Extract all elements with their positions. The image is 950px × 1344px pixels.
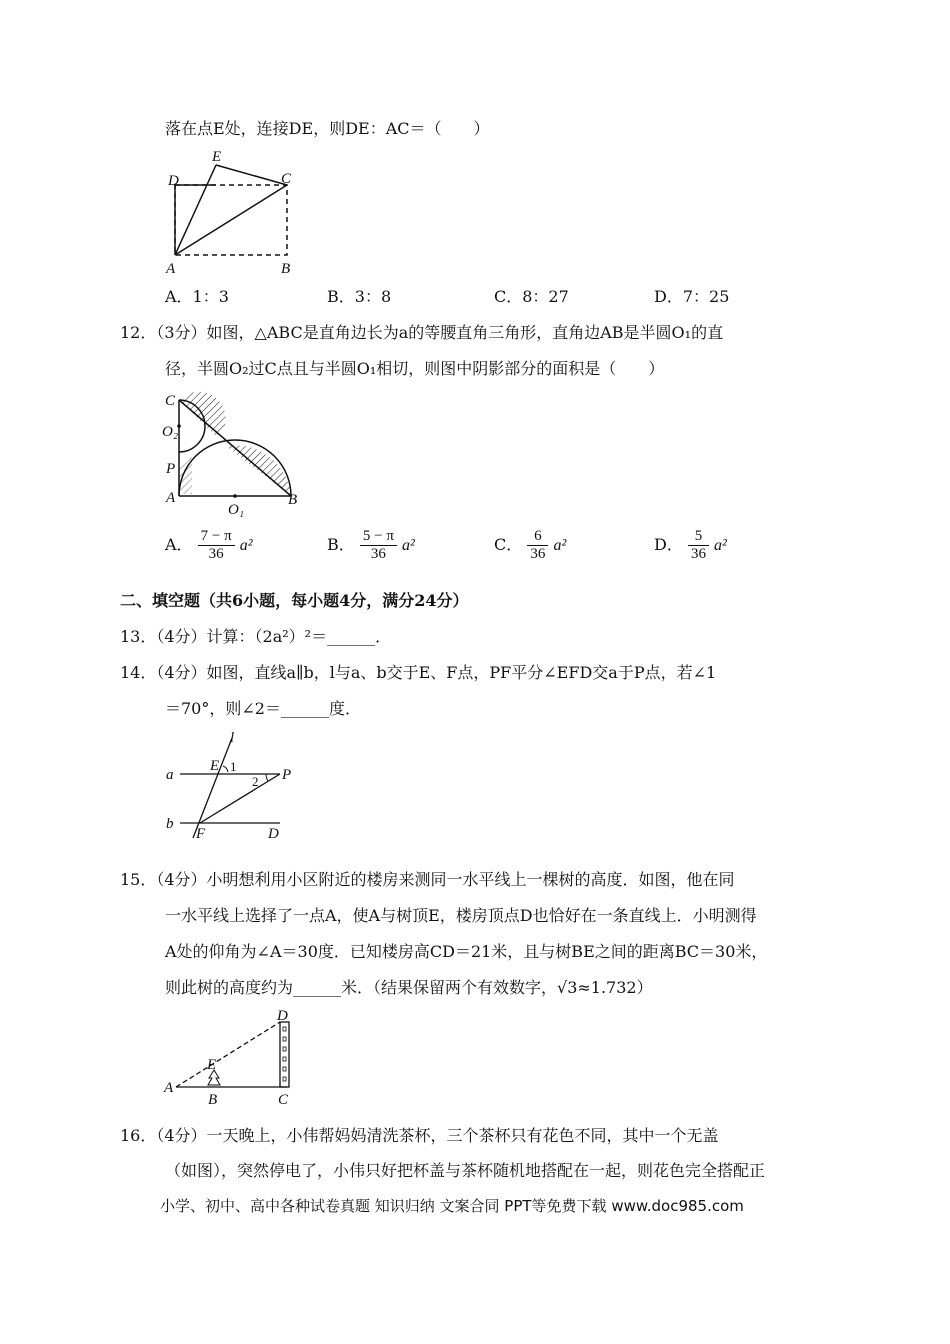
q16-line-1: 16．（4分）一天晚上，小伟帮妈妈清洗茶杯，三个茶杯只有花色不同，其中一个无盖 [120, 1126, 719, 1145]
q15-line-1: 15．（4分）小明想利用小区附近的楼房来测同一水平线上一棵树的高度．如图，他在同 [120, 870, 735, 889]
q15-figure [160, 1010, 310, 1110]
label-P: P [282, 767, 292, 783]
q16-line-2: （如图），突然停电了，小伟只好把杯盖与茶杯随机地搭配在一起，则花色完全搭配正 [165, 1161, 766, 1180]
q11-option-b: B．3：8 [327, 287, 392, 306]
label-C: C [278, 1092, 289, 1108]
q12-option-c: C． $\frac{6}{36}$ a² [494, 528, 567, 562]
fraction: $\frac{5}{36}$ [688, 528, 709, 563]
label-C: C [281, 171, 292, 187]
label-O2: O₂ [162, 424, 179, 440]
q12-line-2: 径，半圆O₂过C点且与半圆O₁相切，则图中阴影部分的面积是（ ） [165, 359, 665, 378]
label-1: 1 [230, 759, 237, 774]
section-heading: 二、填空题（共6小题，每小题4分，满分24分） [120, 591, 469, 610]
q12-option-d: D． $\frac{5}{36}$ a² [654, 528, 727, 562]
q14-line-2: ＝70°，则∠2＝______度． [165, 699, 361, 718]
fraction: $\frac{6}{36}$ [527, 528, 548, 563]
label-D: D [277, 1008, 288, 1024]
label-B: B [281, 261, 291, 277]
label-F: F [196, 826, 206, 842]
label-E: E [212, 149, 222, 165]
q12-figure [160, 390, 320, 520]
q15-line-2: 一水平线上选择了一点A，使A与树顶E，楼房顶点D也恰好在一条直线上．小明测得 [165, 906, 757, 925]
label-E: E [210, 758, 220, 774]
label-A: A [164, 1080, 174, 1096]
label-A: A [166, 261, 176, 277]
q15-line-3: A处的仰角为∠A＝30度．已知楼房高CD＝21米，且与树BE之间的距离BC＝30米， [165, 942, 768, 961]
page-footer: 小学、初中、高中各种试卷真题 知识归纳 文案合同 PPT等免费下载 www.doc985.com [160, 1197, 744, 1215]
q11-figure [160, 145, 300, 275]
q11-stem-tail: 落在点E处，连接DE，则DE：AC＝（ ） [165, 119, 490, 138]
label-D: D [268, 826, 279, 842]
label-D: D [168, 173, 179, 189]
q14-figure [160, 730, 310, 845]
label-A: A [166, 490, 176, 506]
label-B: B [208, 1092, 218, 1108]
label-l: l [230, 730, 235, 746]
label-E: E [207, 1057, 217, 1073]
q13-line: 13．（4分）计算：（2a²）²＝______． [120, 627, 392, 646]
q12-option-b: B． $\frac{5 - \pi}{36}$ a² [327, 528, 415, 562]
q14-line-1: 14．（4分）如图，直线a∥b，l与a、b交于E、F点，PF平分∠EFD交a于P点，若∠1 [120, 663, 717, 682]
fraction: $\frac{7 - \pi}{36}$ [198, 528, 235, 563]
q12-line-1: 12．（3分）如图，△ABC是直角边长为a的等腰直角三角形，直角边AB是半圆O₁的直 [120, 323, 724, 342]
label-B: B [288, 492, 298, 508]
label-a: a [166, 767, 174, 783]
fraction: $\frac{5 - \pi}{36}$ [360, 528, 397, 563]
q15-line-4: 则此树的高度约为______米．（结果保留两个有效数字，√3≈1.732） [165, 978, 653, 997]
q11-option-a: A．1：3 [165, 287, 229, 306]
q11-option-d: D．7：25 [654, 287, 730, 306]
label-2: 2 [252, 774, 259, 789]
label-P: P [166, 461, 176, 477]
label-C: C [165, 393, 176, 409]
q12-option-a: A． $\frac{7 - \pi}{36}$ a² [165, 528, 253, 562]
q11-option-c: C．8：27 [494, 287, 569, 306]
building-windows [283, 1027, 286, 1081]
label-b: b [166, 816, 174, 832]
label-O1: O₁ [228, 502, 245, 518]
